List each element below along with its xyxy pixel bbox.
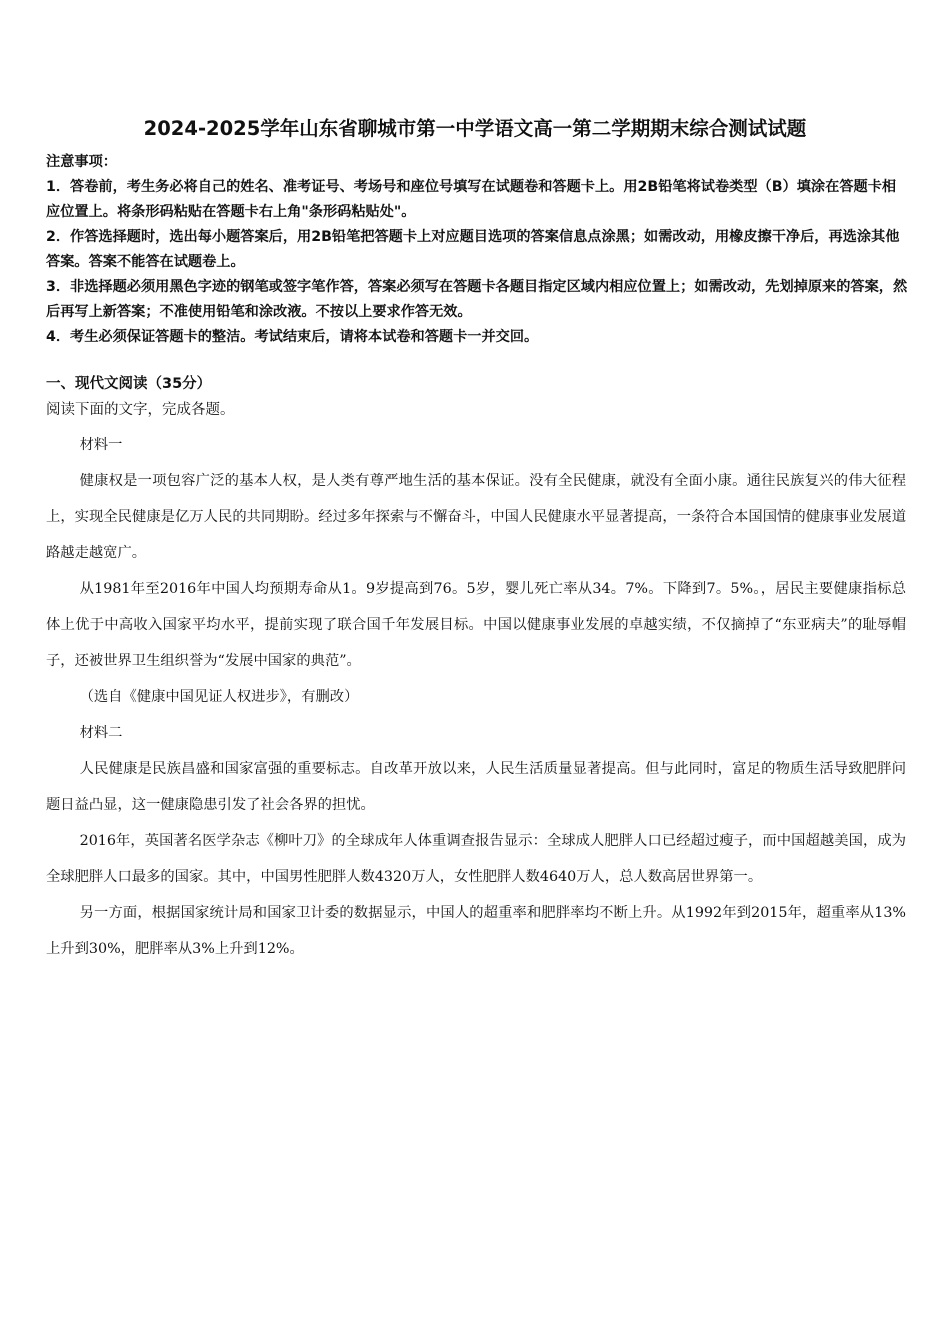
notice-item: 3．非选择题必须用黑色字迹的钢笔或签字笔作答，答案必须写在答题卡各题目指定区域内相应位置上；如需改动，先划掉原来的答案，然后再写上新答案；不准使用铅笔和涂改液。不按以上要求作答无效。 bbox=[46, 279, 908, 320]
page-title: 2024-2025学年山东省聊城市第一中学语文高一第二学期期末综合测试试题 bbox=[143, 117, 807, 140]
passage-paragraph: 人民健康是民族昌盛和国家富强的重要标志。自改革开放以来，人民生活质量显著提高。但与此同时，富足的物质生活导致肥胖问题日益凸显，这一健康隐患引发了社会各界的担忧。 bbox=[46, 761, 906, 813]
section-instruction: 阅读下面的文字，完成各题。 bbox=[46, 402, 235, 418]
notice-heading: 注意事项： bbox=[46, 154, 117, 170]
reading-passage bbox=[46, 427, 906, 967]
passage-paragraph: 健康权是一项包容广泛的基本人权，是人类有尊严地生活的基本保证。没有全民健康，就没有全面小康。通往民族复兴的伟大征程上，实现全民健康是亿万人民的共同期盼。经过多年探索与不懈奋斗，中国人民健康水平显著提高，一条符合本国国情的健康事业发展道路越走越宽广。 bbox=[46, 473, 906, 561]
source-citation: （选自《健康中国见证人权进步》，有删改） bbox=[79, 689, 359, 705]
section-heading: 一、现代文阅读（35分） bbox=[46, 376, 212, 392]
material-label: 材料二 bbox=[79, 725, 123, 741]
material-label: 材料一 bbox=[79, 437, 123, 453]
passage-paragraph: 从1981年至2016年中国人均预期寿命从1。9岁提高到76。5岁，婴儿死亡率从34。7%。下降到7。5%。，居民主要健康指标总体上优于中高收入国家平均水平，提前实现了联合国千年发展目标。中国以健康事业发展的卓越实绩，不仅摘掉了“东亚病夫”的耻辱帽子，还被世界卫生组织誉为“发展中国家的典范”。 bbox=[46, 581, 906, 669]
passage-paragraph: 另一方面，根据国家统计局和国家卫计委的数据显示，中国人的超重率和肥胖率均不断上升。从1992年到2015年，超重率从13%上升到30%，肥胖率从3%上升到12%。 bbox=[46, 905, 906, 957]
passage-paragraph: 2016年，英国著名医学杂志《柳叶刀》的全球成年人体重调查报告显示：全球成人肥胖人口已经超过瘦子，而中国超越美国，成为全球肥胖人口最多的国家。其中，中国男性肥胖人数4320万人，女性肥胖人数4640万人，总人数高居世界第一。 bbox=[46, 833, 906, 885]
notice-item: 4．考生必须保证答题卡的整洁。考试结束后，请将本试卷和答题卡一并交回。 bbox=[46, 329, 539, 345]
notice-list bbox=[46, 175, 908, 350]
notice-item: 2．作答选择题时，选出每小题答案后，用2B铅笔把答题卡上对应题目选项的答案信息点涂黑；如需改动，用橡皮擦干净后，再选涂其他答案。答案不能答在试题卷上。 bbox=[46, 229, 900, 270]
notice-item: 1．答卷前，考生务必将自己的姓名、准考证号、考场号和座位号填写在试题卷和答题卡上。用2B铅笔将试卷类型（B）填涂在答题卡相应位置上。将条形码粘贴在答题卡右上角"条形码粘贴处"。 bbox=[46, 179, 897, 220]
